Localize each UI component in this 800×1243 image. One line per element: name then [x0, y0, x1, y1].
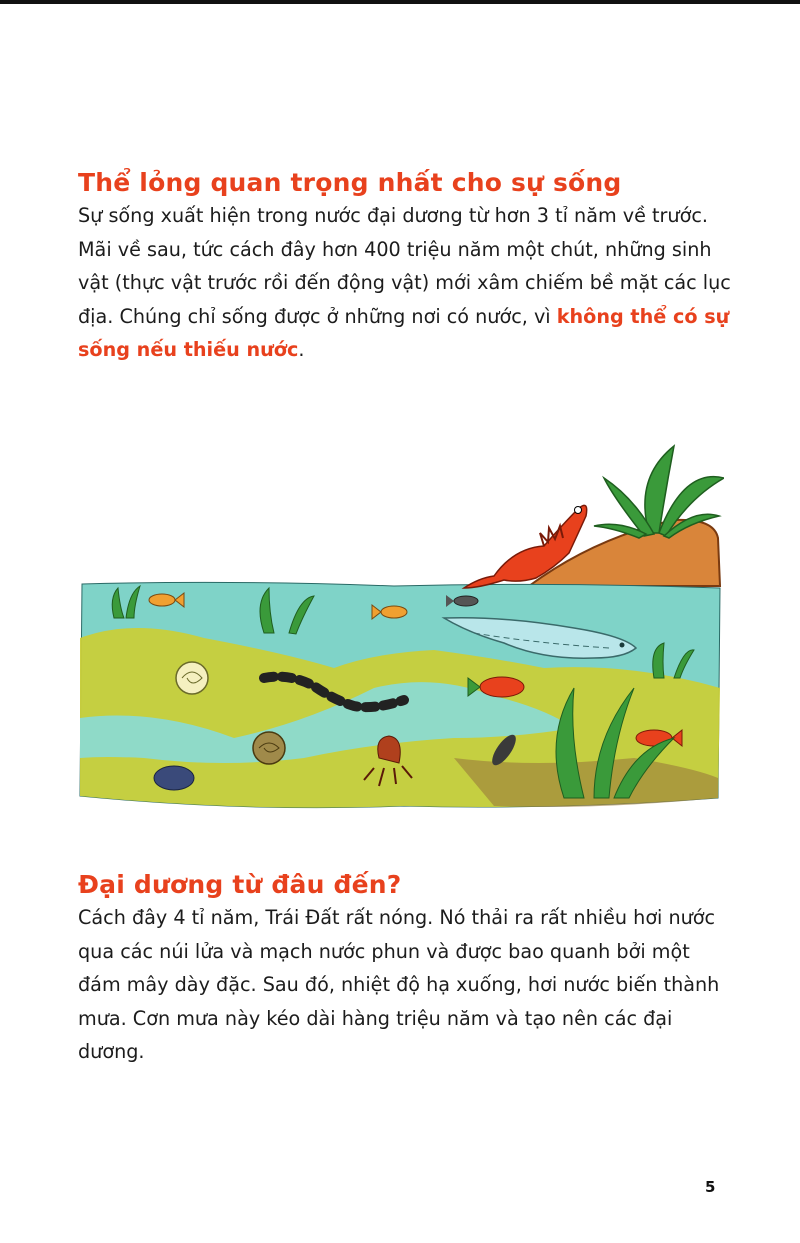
section-heading: Đại dương từ đâu đến?	[78, 870, 402, 899]
section-ocean-origin	[78, 870, 738, 1069]
paragraph-end: .	[298, 338, 305, 361]
section-paragraph: Cách đây 4 tỉ năm, Trái Đất rất nóng. Nó thải ra rất nhiều hơi nước qua các núi lửa và mạch nước phun và được bao quanh bởi một đám mây dày đặc. Sau đó, nhiệt độ hạ xuống, hơi nước biến thành mưa. Cơn mưa này kéo dài hàng triệu năm và tạo nên các đại dương.	[78, 906, 720, 1063]
paragraph-text: Sự sống xuất hiện trong nước đại dương từ hơn 3 tỉ năm về trước. Mãi về sau, tức cách đây hơn 400 triệu năm một chút, những sinh vật (thực vật trước rồi đến động vật) mới xâm chiếm bề mặt các lục địa. Chúng chỉ sống được ở những nơi có nước, vì	[78, 204, 731, 328]
section-heading: Thể lỏng quan trọng nhất cho sự sống	[78, 168, 622, 197]
page-top-edge	[0, 0, 800, 4]
mussel-shell	[154, 766, 194, 790]
section-liquid-life	[78, 168, 738, 367]
section-paragraph	[78, 199, 738, 367]
highlighted-phrase: không thể có sự sống nếu thiếu nước	[78, 304, 730, 361]
primordial-ocean-illustration	[74, 438, 724, 833]
page-number: 5	[705, 1178, 716, 1196]
